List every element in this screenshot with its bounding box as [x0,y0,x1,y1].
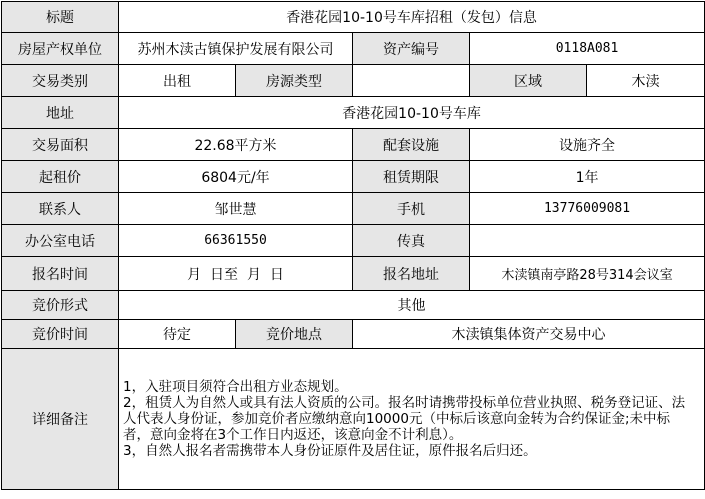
remarks-content [119,349,705,490]
bid-form-label: 竞价形式 [2,291,119,320]
row-office-phone [2,225,705,257]
signup-place-label: 报名地址 [353,257,470,291]
source-type-label: 房源类型 [236,65,353,97]
lease-term-label: 租赁期限 [353,161,470,193]
trade-type-value: 出租 [119,65,236,97]
owner-label: 房屋产权单位 [2,33,119,65]
facilities-value: 设施齐全 [470,129,705,161]
address-label: 地址 [2,97,119,129]
signup-place-value: 木渎镇南亭路28号314会议室 [470,257,705,291]
row-trade-type [2,65,705,97]
facilities-label: 配套设施 [353,129,470,161]
office-phone-value: 66361550 [119,225,353,257]
fax-label: 传真 [353,225,470,257]
bid-time-value: 待定 [119,320,236,349]
title-label: 标题 [2,2,119,33]
rental-info-table [1,1,705,490]
trade-type-label: 交易类别 [2,65,119,97]
asset-no-label: 资产编号 [353,33,470,65]
row-contact [2,193,705,225]
start-price-value: 6804元/年 [119,161,353,193]
address-value: 香港花园10-10号车库 [119,97,705,129]
region-value: 木渎 [587,65,705,97]
row-signup [2,257,705,291]
row-area [2,129,705,161]
fax-value [470,225,705,257]
contact-value: 邹世慧 [119,193,353,225]
asset-no-value: 0118A081 [470,33,705,65]
mobile-label: 手机 [353,193,470,225]
start-price-label: 起租价 [2,161,119,193]
contact-label: 联系人 [2,193,119,225]
row-owner [2,33,705,65]
title-value: 香港花园10-10号车库招租（发包）信息 [119,2,705,33]
office-phone-label: 办公室电话 [2,225,119,257]
signup-time-value: 月 日至 月 日 [119,257,353,291]
signup-time-label: 报名时间 [2,257,119,291]
owner-value: 苏州木渎古镇保护发展有限公司 [119,33,353,65]
bid-form-value: 其他 [119,291,705,320]
row-bid-time [2,320,705,349]
row-price [2,161,705,193]
remark-line-3: 3，自然人报名者需携带本人身份证原件及居住证，原件报名后归还。 [123,443,537,459]
area-label: 交易面积 [2,129,119,161]
lease-term-value: 1年 [470,161,705,193]
row-address [2,97,705,129]
remarks-label: 详细备注 [2,349,119,490]
row-title [2,2,705,33]
region-label: 区域 [470,65,587,97]
bid-place-label: 竞价地点 [236,320,353,349]
row-remarks [2,349,705,490]
remark-line-1: 1，入驻项目须符合出租方业态规划。 [123,379,348,395]
source-type-value [353,65,470,97]
mobile-value: 13776009081 [470,193,705,225]
bid-time-label: 竞价时间 [2,320,119,349]
area-value: 22.68平方米 [119,129,353,161]
row-bid-form [2,291,705,320]
bid-place-value: 木渎镇集体资产交易中心 [353,320,705,349]
remark-line-2: 2，租赁人为自然人或具有法人资质的公司。报名时请携带投标单位营业执照、税务登记证、法人代表人身份证，参加竞价者应缴纳意向10000元（中标后该意向金转为合约保证金;未中标者，意向金将在3个工作日内返还，该意向金不计利息）。 [123,395,686,443]
